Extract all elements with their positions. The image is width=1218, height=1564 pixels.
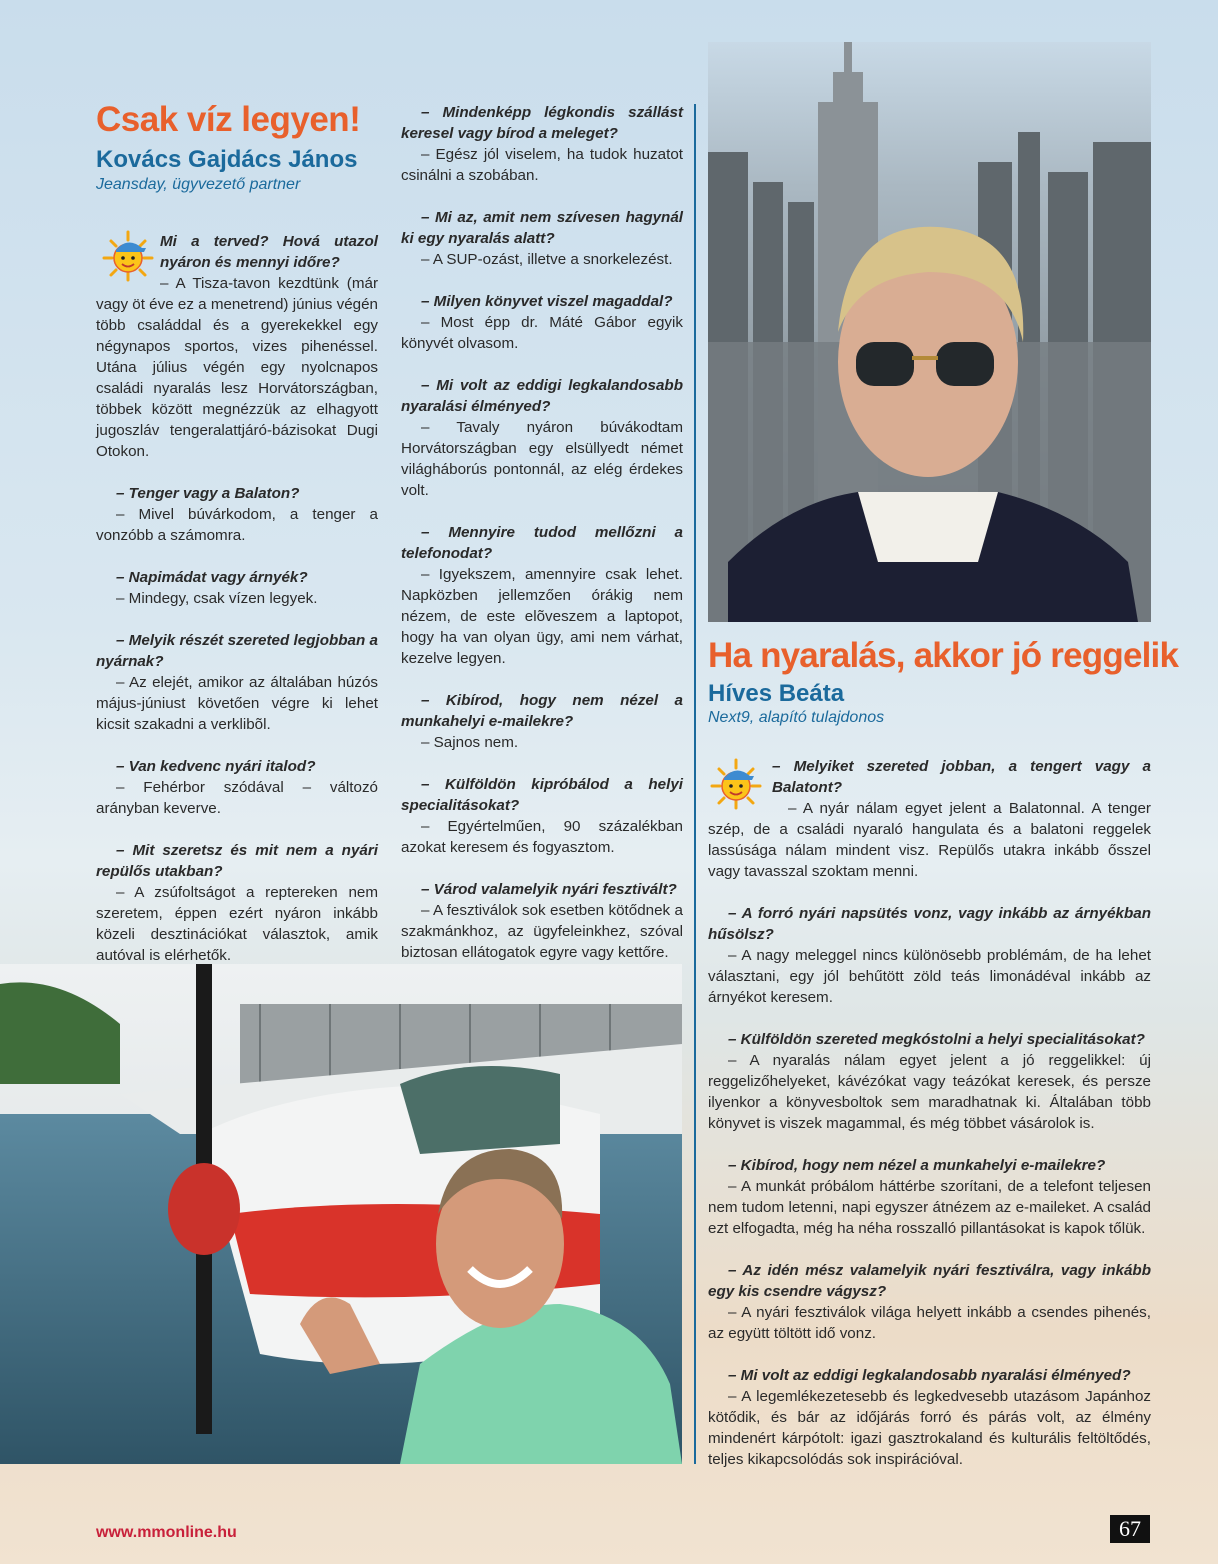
article1-name: Kovács Gajdács János [96,146,358,173]
article2-role: Next9, alapító tulajdonos [708,709,885,726]
answer: – A nyaralás nálam egyet jelent a jó reggelikkel: új reggelizőhelyeket, kávézókat vagy teázókat keresek, és persze ilyenkor a könyvesboltok sem maradhatnak ki. Általában több könyvet is viszek magammal, és még többet vásárolok is. [708,1052,1151,1132]
question: – Mindenképp légkondis szállást keresel vagy bírod a meleget? [401,104,683,142]
answer: – A SUP-ozást, illetve a snorkelezést. [421,251,673,268]
question: – Melyiket szereted jobban, a tengert vagy a Balatont? [772,758,1151,796]
question: – Kibírod, hogy nem nézel a munkahelyi e-mailekre? [728,1157,1106,1174]
answer: – A fesztiválok sok esetben kötődnek a szakmánkhoz, az ügyfeleinkhez, szóval biztosan ellátogatok egyre vagy kettőre. [401,902,683,961]
article2-title: Ha nyaralás, akkor jó reggelik [708,636,1179,675]
article1-column-2 [401,102,683,984]
question: – Mi volt az eddigi legkalandosabb nyaralási élményed? [401,377,683,415]
answer: – Mindegy, csak vízen legyek. [116,590,318,607]
answer: – A Tisza-tavon kezdtünk (már vagy öt éve ez a menetrend) június végén több családdal és a gyerekekkel egy négynapos sportos, vizes pihenéssel. Utána július végén egy nyolcnapos családi nyaralás lesz Horvátországban, többek között megnézzük az elhagyott jugoszláv tengeralattjáró-bázisokat Dugi Otokon. [96,275,378,460]
question: – Mi az, amit nem szívesen hagynál ki egy nyaralás alatt? [401,209,683,247]
question: – Van kedvenc nyári italod? [116,758,316,775]
answer: – A nyár nálam egyet jelent a Balatonnal. A tenger szép, de a családi nyaraló hangulata és a balatoni reggelek lassúsága nálam mindent visz. Repülős utakra inkább ősszel vagy tavasszal szoktam menni. [708,800,1151,880]
page-number: 67 [1110,1515,1150,1543]
answer: – Most épp dr. Máté Gábor egyik könyvét olvasom. [401,314,683,352]
answer: – A nagy meleggel nincs különösebb problémám, de ha lehet választani, egy jól behűtött zöld teás limonádéval inkább az árnyékot keresem. [708,947,1151,1006]
question: – Külföldön kipróbálod a helyi specialitásokat? [401,776,683,814]
article1-column-1 [96,231,378,987]
article1-title: Csak víz legyen! [96,100,361,139]
answer: – A munkát próbálom háttérbe szorítani, de a telefont teljesen nem tudom letenni, napi egyszer átnézem az e-maileket. A család ezt elfogadta, még ha néha rosszalló pillantásokat is kapok tőlük. [708,1178,1151,1237]
question: – A forró nyári napsütés vonz, vagy inkább az árnyékban hűsölsz? [708,905,1151,943]
question: – Mi volt az eddigi legkalandosabb nyaralási élményed? [728,1367,1131,1384]
question: – Milyen könyvet viszel magaddal? [421,293,673,310]
question: – Melyik részét szereted legjobban a nyárnak? [96,632,378,670]
answer: – Egyértelműen, 90 százalékban azokat keresem és fogyasztom. [401,818,683,856]
question: – Mit szeretsz és mit nem a nyári repülős utakban? [96,842,378,880]
question: – Napimádat vagy árnyék? [116,569,308,586]
question: – Várod valamelyik nyári fesztivált? [421,881,677,898]
seaplane-selfie-photo [0,964,682,1464]
answer: – Igyekszem, amennyire csak lehet. Napközben jellemzően órákig nem nézem, de este elõveszem a laptopot, hogy ha van olyan ügy, ami nem várhat, kezelve legyen. [401,566,683,667]
question: – Tenger vagy a Balaton? [116,485,300,502]
answer: – Egész jól viselem, ha tudok huzatot csinálni a szobában. [401,146,683,184]
article2-name: Híves Beáta [708,680,845,707]
answer: – Mivel búvárkodom, a tenger a vonzóbb a számomra. [96,506,378,544]
answer: – A nyári fesztiválok világa helyett inkább a csendes pihenés, az együtt töltött idő vonz. [708,1304,1151,1342]
article2-column [708,756,1151,1491]
answer: – A legemlékezetesebb és legkedvesebb utazásom Japánhoz kötődik, és bár az időjárás forró és párás volt, az élmény mindenért kárpótolt: igazi gasztrokaland és kulturális feltöltődés, teljes kikapcsolódás sok inspirációval. [708,1388,1151,1468]
question: – Külföldön szereted megkóstolni a helyi specialitásokat? [728,1031,1145,1048]
question: – Kibírod, hogy nem nézel a munkahelyi e-mailekre? [401,692,683,730]
question: Mi a terved? Hová utazol nyáron és mennyi időre? [160,233,378,271]
answer: – Tavaly nyáron búvákodtam Horvátországban egy elsüllyedt német világháborús pontonnál, az elég érdekes volt. [401,419,683,499]
question: – Az idén mész valamelyik nyári fesztiválra, vagy inkább egy kis csendre vágysz? [708,1262,1151,1300]
answer: – Sajnos nem. [421,734,519,751]
article1-role: Jeansday, ügyvezető partner [96,176,301,193]
answer: – A zsúfoltságot a reptereken nem szeretem, éppen ezért nyáron inkább közeli desztinációkat választok, amik autóval is elérhetők. [96,884,378,964]
question: – Mennyire tudod mellőzni a telefonodat? [401,524,683,562]
answer: – Az elejét, amikor az általában húzós május-júniust követően végre ki lehet kicsit szakadni a verklibõl. [96,674,378,733]
new-york-selfie-photo [708,42,1151,622]
footer-website-link[interactable]: www.mmonline.hu [96,1524,237,1541]
answer: – Fehérbor szódával – változó arányban keverve. [96,779,378,817]
column-divider [694,104,696,1464]
